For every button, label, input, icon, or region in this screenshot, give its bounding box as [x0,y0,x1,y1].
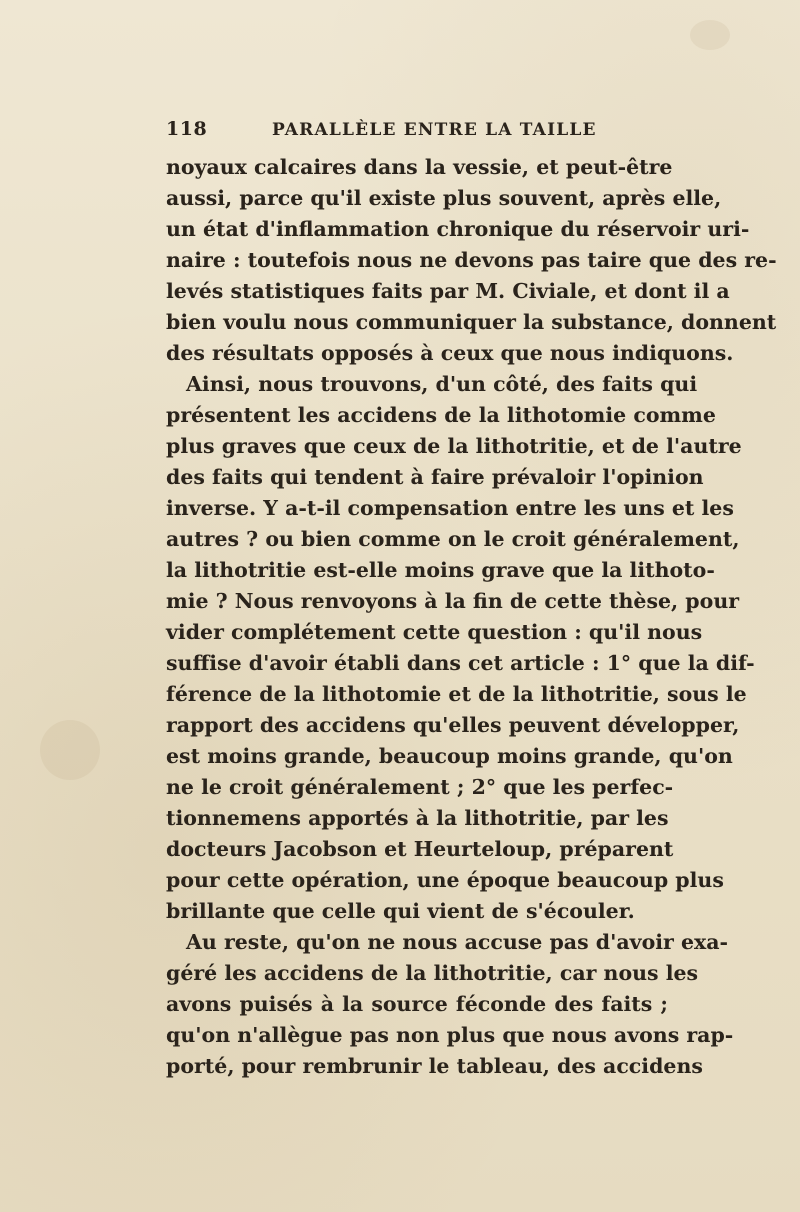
text-line: rapport des accidens qu'elles peuvent développer, [166,713,740,737]
text-line: géré les accidens de la lithotritie, car nous les [166,961,699,985]
text-line: un état d'inflammation chronique du réservoir uri- [166,217,750,241]
page-number: 118 [166,118,208,140]
text-line: pour cette opération, une époque beaucoup plus [166,868,724,892]
text-line: ne le croit généralement ; 2° que les perfec- [166,775,674,799]
text-line: autres ? ou bien comme on le croit généralement, [166,527,740,551]
text-line: tionnemens apportés à la lithotritie, par les [166,806,669,830]
text-line: vider complétement cette question : qu'il nous [166,620,703,644]
text-line: est moins grande, beaucoup moins grande, qu'on [166,744,733,768]
text-line: porté, pour rembrunir le tableau, des accidens [166,1054,703,1078]
text-line: des résultats opposés à ceux que nous indiquons. [166,341,734,365]
text-line: bien voulu nous communiquer la substance, donnent [166,310,777,334]
paper-stain [40,720,100,780]
text-line: inverse. Y a-t-il compensation entre les uns et les [166,496,734,520]
text-line: avons puisés à la source féconde des faits ; [166,992,668,1016]
body-text [166,152,777,1082]
text-line: présentent les accidens de la lithotomie comme [166,403,716,427]
text-line: naire : toutefois nous ne devons pas taire que des re- [166,248,777,272]
page-header [166,118,666,144]
text-line: férence de la lithotomie et de la lithotritie, sous le [166,682,747,706]
text-line: Au reste, qu'on ne nous accuse pas d'avoir exa- [186,930,729,954]
text-line: Ainsi, nous trouvons, d'un côté, des faits qui [186,372,698,396]
text-line: des faits qui tendent à faire prévaloir l'opinion [166,465,704,489]
text-line: mie ? Nous renvoyons à la fin de cette thèse, pour [166,589,740,613]
running-title: PARALLÈLE ENTRE LA TAILLE [272,120,597,140]
text-line: suffise d'avoir établi dans cet article : 1° que la dif- [166,651,755,675]
text-line: qu'on n'allègue pas non plus que nous avons rap- [166,1023,734,1047]
text-line: levés statistiques faits par M. Civiale, et dont il a [166,279,730,303]
text-line: docteurs Jacobson et Heurteloup, préparent [166,837,674,861]
text-line: noyaux calcaires dans la vessie, et peut-être [166,155,673,179]
paper-stain [690,20,730,50]
text-line: aussi, parce qu'il existe plus souvent, après elle, [166,186,722,210]
text-line: la lithotritie est-elle moins grave que la lithoto- [166,558,715,582]
text-line: brillante que celle qui vient de s'écouler. [166,899,635,923]
text-line: plus graves que ceux de la lithotritie, et de l'autre [166,434,742,458]
